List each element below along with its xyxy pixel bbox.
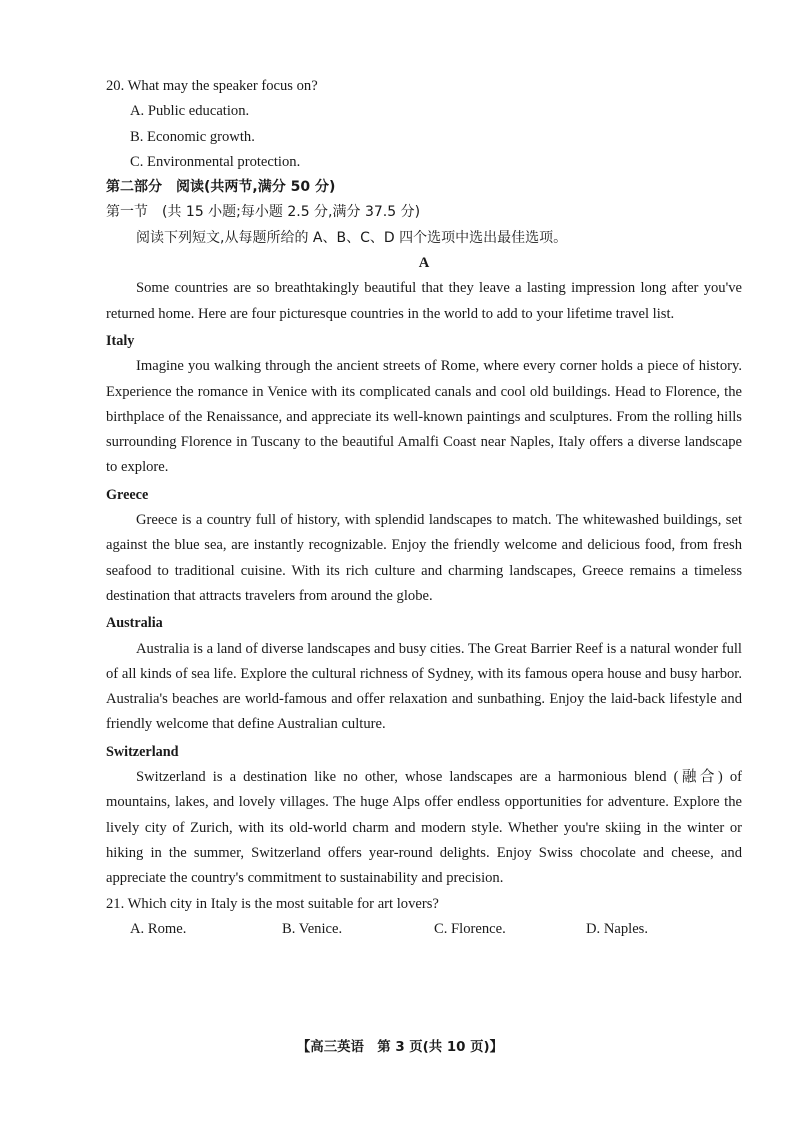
q20-option-c: C. Environmental protection. [130, 153, 301, 170]
q21-option-b: B. Venice. [282, 920, 343, 937]
heading-greece: Greece [106, 486, 149, 503]
q21-stem: 21. Which city in Italy is the most suitable for art lovers? [106, 895, 439, 912]
q21-option-d: D. Naples. [586, 920, 649, 937]
section1-title: 第一节 (共 15 小题;每小题 2.5 分,满分 37.5 分) [106, 204, 421, 221]
passage-intro: Some countries are so breathtakingly beautiful that they leave a lasting impression long after you've returned home. Here are four picturesque countries in the world to add to your lifetime travel list. [106, 280, 742, 322]
text-italy: Imagine you walking through the ancient streets of Rome, where every corner holds a piece of history. Experience the romance in Venice with its complicated canals and cool old buildings. Head to Florence, the birthplace of the Renaissance, and appreciate its well-known paintings and sculptures. From the rolling hills surrounding Florence in Tuscany to the beautiful Amalfi Coast near Naples, Italy offers a diverse landscape to explore. [106, 358, 742, 476]
q20-option-a: A. Public education. [130, 103, 250, 120]
text-greece: Greece is a country full of history, with splendid landscapes to match. The whitewashed buildings, set against the blue sea, are instantly recognizable. Enjoy the friendly welcome and delicious food, from fresh seafood to traditional cuisine. With its rich culture and charming landscapes, Greece remains a timeless destination that attracts travelers from around the globe. [106, 512, 742, 604]
q21-option-a: A. Rome. [130, 920, 187, 937]
heading-australia: Australia [106, 615, 163, 632]
q20-option-b: B. Economic growth. [130, 128, 255, 145]
heading-switzerland: Switzerland [106, 743, 179, 760]
text-australia: Australia is a land of diverse landscapes and busy cities. The Great Barrier Reef is a natural wonder full of all kinds of sea life. Explore the cultural richness of Sydney, with its famous opera house and busy harbor. Australia's beaches are world-famous and offer relaxation and sunbathing. Enjoy the laid-back lifestyle and friendly welcome that define Australian culture. [106, 640, 742, 733]
exam-page [106, 74, 742, 942]
part2-title: 第二部分 阅读(共两节,满分 50 分) [106, 179, 336, 196]
q21-option-c: C. Florence. [434, 920, 506, 937]
page-footer: 【高三英语 第 3 页(共 10 页)】 [296, 1040, 504, 1055]
text-switzerland: Switzerland is a destination like no other, whose landscapes are a harmonious blend (融合) of mountains, lakes, and lovely villages. The huge Alps offer endless opportunities for adventure. Explore the lively city of Zurich, with its old-world charm and modern style. Whether you're skiing in the winter or hiking in the summer, Switzerland offers year-round delights. Enjoy Swiss chocolate and cheese, and appreciate the country's commitment to sustainability and precision. [106, 769, 742, 887]
heading-italy: Italy [106, 332, 135, 349]
reading-instruction: 阅读下列短文,从每题所给的 A、B、C、D 四个选项中选出最佳选项。 [136, 229, 568, 246]
passage-label: A [418, 255, 430, 272]
q21-options [106, 917, 742, 942]
q20-stem: 20. What may the speaker focus on? [106, 78, 318, 94]
